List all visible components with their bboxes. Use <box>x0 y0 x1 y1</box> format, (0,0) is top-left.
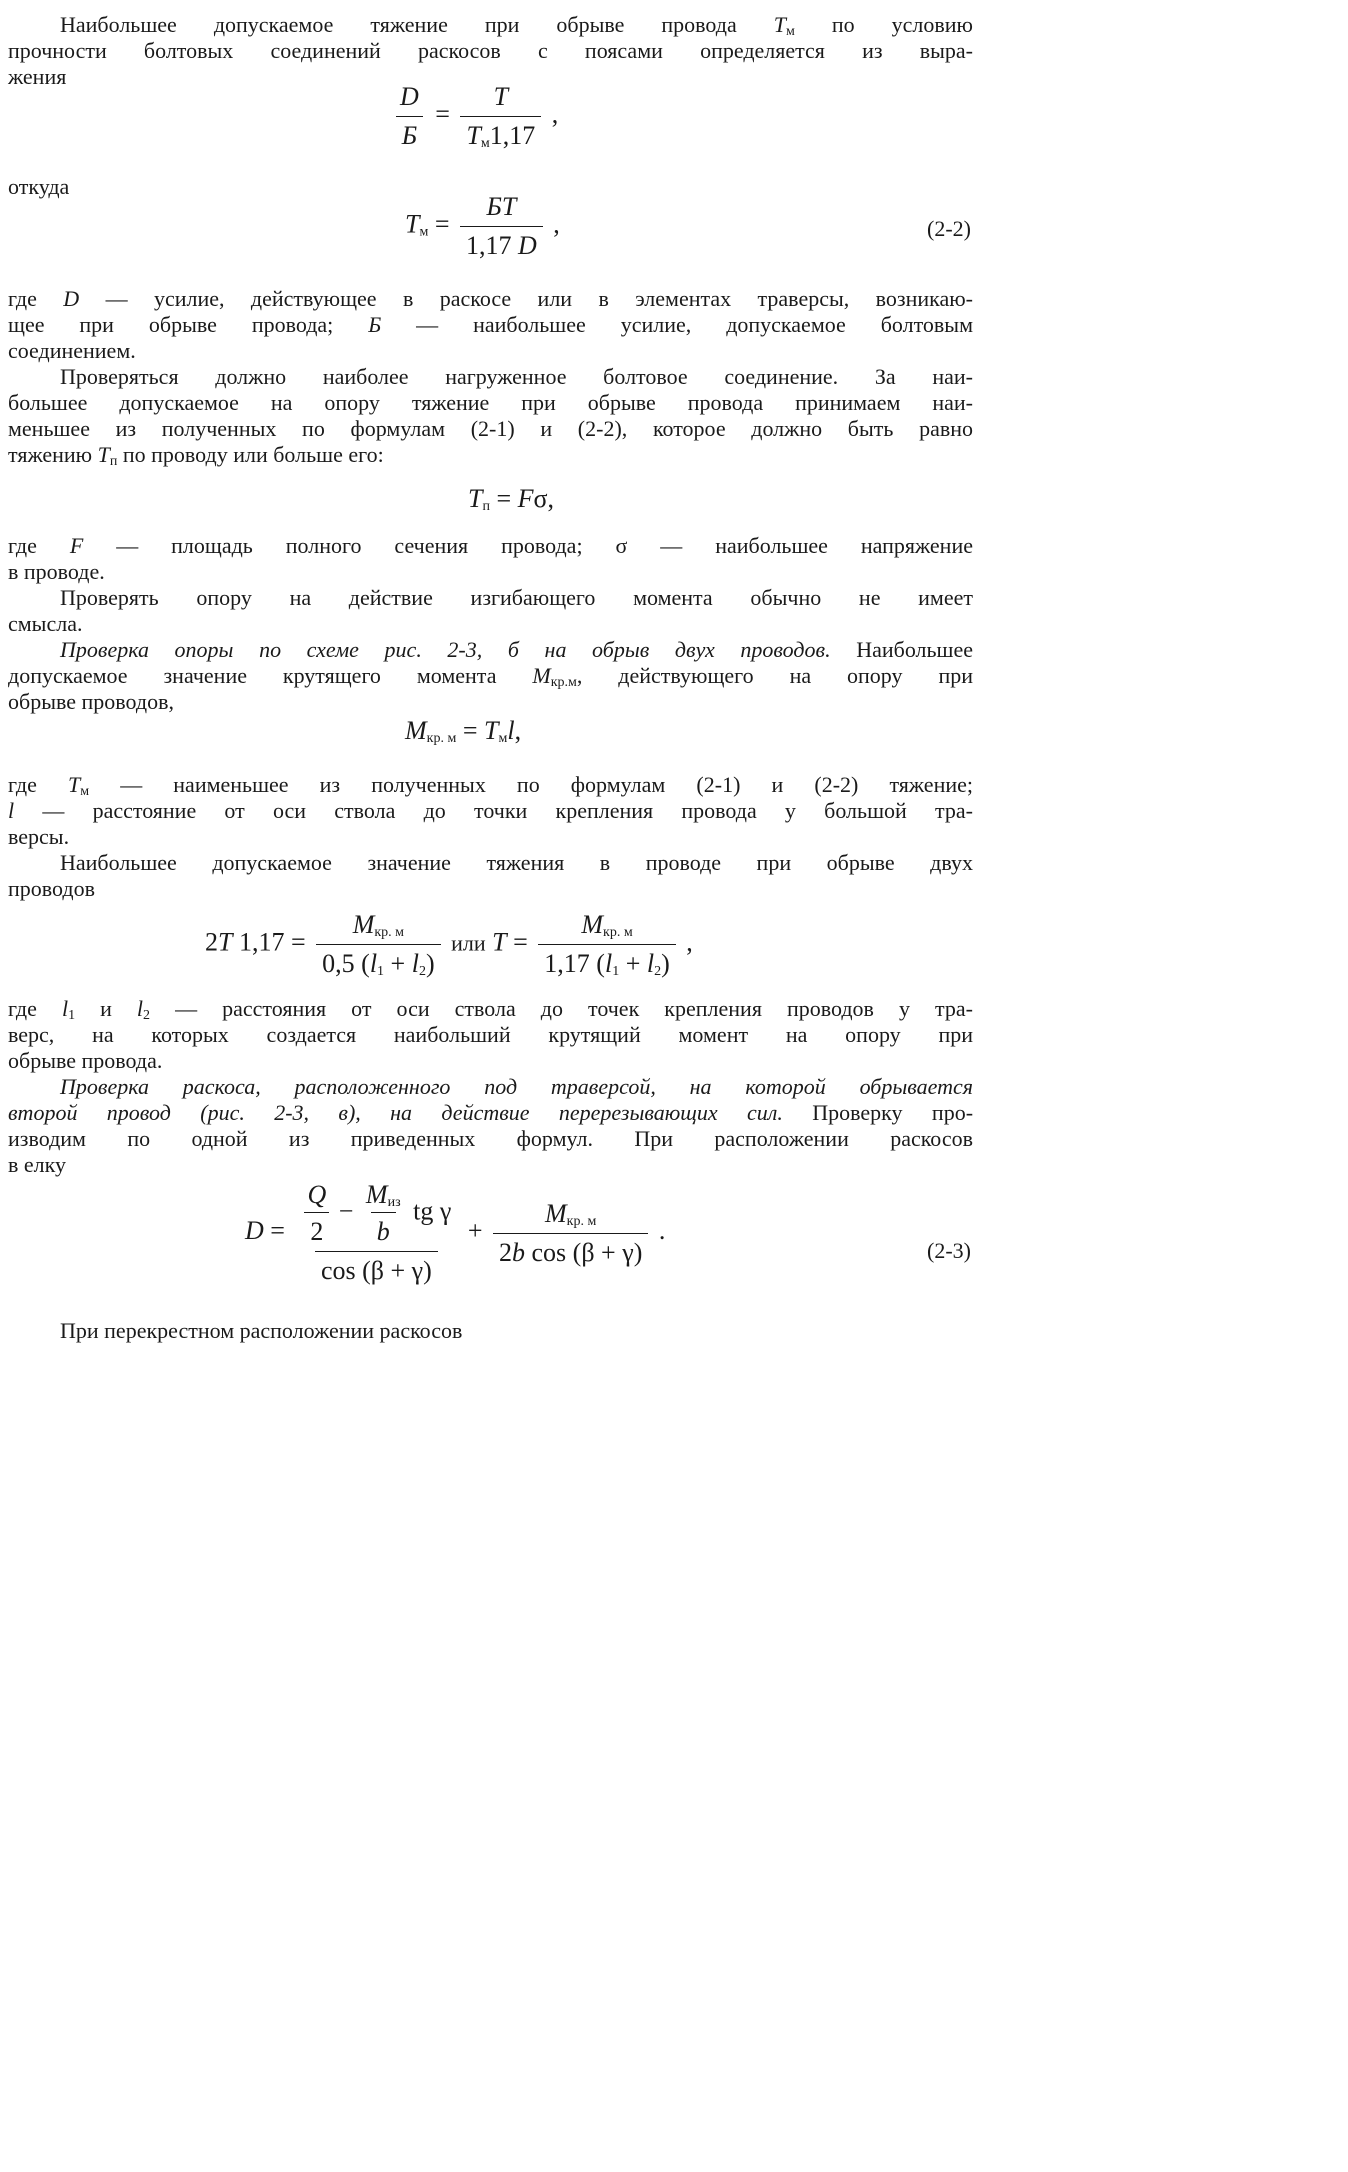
where-4-line-2: верс, на которых создается наибольший крутящий момент на опору при <box>8 1022 973 1047</box>
paragraph-6-line-2 <box>8 1100 973 1126</box>
paragraph-3-line-2: смысла. <box>8 611 83 636</box>
where-2-line-1: где F — площадь полного сечения провода; σ — наибольшее напряжение <box>8 533 973 558</box>
where-3-line-1: где $T_м$ — наименьшее из полученных по формулам (2-1) и (2-2) тяжение; <box>8 772 973 799</box>
paragraph-4-line-2: допускаемое значение крутящего момента $M_{кр.м}$, действующего на опору при <box>8 663 973 690</box>
paragraph-2-line-2: большее допускаемое на опору тяжение при обрыве провода принимаем наи- <box>8 390 973 415</box>
paragraph-1-line-1: Наибольшее допускаемое тяжение при обрыве провода $T_м$ по условию <box>60 12 973 39</box>
formula-tp: $T_п = F\sigma$, <box>468 484 555 514</box>
paragraph-4-italic-heading: Проверка опоры по схеме рис. 2-3, б на обрыв двух проводов. <box>60 637 831 662</box>
paragraph-4-start: Наибольшее <box>856 637 974 662</box>
where-3-line-3: версы. <box>8 824 70 849</box>
where-1-line-3: соединением. <box>8 338 136 363</box>
formula-ratio: $\frac{D}{Б}$ = $\frac{T}{T_м1,17}$ , <box>390 82 558 151</box>
otkuda-text: откуда <box>8 174 70 199</box>
ili-text: или <box>451 930 486 956</box>
where-1-line-1: где D — усилие, действующее в раскосе или в элементах траверсы, возникаю- <box>8 286 973 311</box>
paragraph-1-line-2: прочности болтовых соединений раскосов с поясами определяется из выра- <box>8 38 973 63</box>
paragraph-7: При перекрестном расположении раскосов <box>60 1318 463 1343</box>
paragraph-1-line-3: жения <box>8 64 67 89</box>
paragraph-5-line-2: проводов <box>8 876 95 901</box>
where-1-line-2: щее при обрыве провода; Б — наибольшее усилие, допускаемое болтовым <box>8 312 974 337</box>
formula-mkr: $M_{кр. м} = T_мl$, <box>405 716 522 746</box>
paragraph-6-line-1: Проверка раскоса, расположенного под траверсой, на которой обрывается <box>60 1074 973 1099</box>
where-2-line-2: в проводе. <box>8 559 105 584</box>
paragraph-4-line-1 <box>60 637 973 663</box>
formula-two-wires: 2T 1,17 = $\frac{M_{кр. м}}{0,5 (l_1 + l_2)}$ или T = $\frac{M_{кр. м}}{1,17 (l_1 + l_2)}$ , <box>205 910 693 979</box>
paragraph-6-line-4: в елку <box>8 1152 67 1177</box>
paragraph-4-line-3: обрыве проводов, <box>8 689 174 714</box>
paragraph-6-line-3: изводим по одной из приведенных формул. При расположении раскосов <box>8 1126 973 1151</box>
equation-number-2-2: (2-2) <box>927 216 971 241</box>
paragraph-3-line-1: Проверять опору на действие изгибающего момента обычно не имеет <box>60 585 973 610</box>
where-4-line-3: обрыве провода. <box>8 1048 163 1073</box>
where-4-line-1: где $l_1$ и $l_2$ — расстояния от оси ствола до точек крепления проводов у тра- <box>8 996 973 1023</box>
equation-number-2-3: (2-3) <box>927 1238 971 1263</box>
paragraph-5-line-1: Наибольшее допускаемое значение тяжения в проводе при обрыве двух <box>60 850 973 875</box>
paragraph-2-line-1: Проверяться должно наиболее нагруженное болтовое соединение. За наи- <box>60 364 973 389</box>
formula-2-2: $T_м$ = $\frac{БT}{1,17 D}$ , <box>405 192 560 260</box>
formula-2-3: D = $\frac{Q}{2}$ − $\frac{M_{из}}{b}$ tg γ cos (β + γ) + $\frac{M_{кр. м}}{\text{2b cos (β + γ)}}$ . <box>245 1180 666 1285</box>
paragraph-6-italic-tail: второй провод (рис. 2-3, в), на действие перерезывающих сил. <box>8 1100 783 1125</box>
where-3-line-2: l — расстояние от оси ствола до точки крепления провода у большой тра- <box>8 798 973 823</box>
paragraph-2-line-4: тяжению $T_п$ по проводу или больше его: <box>8 442 384 469</box>
paragraph-6-start: Проверку про- <box>812 1100 974 1125</box>
paragraph-2-line-3: меньшее из полученных по формулам (2-1) и (2-2), которое должно быть равно <box>8 416 973 441</box>
